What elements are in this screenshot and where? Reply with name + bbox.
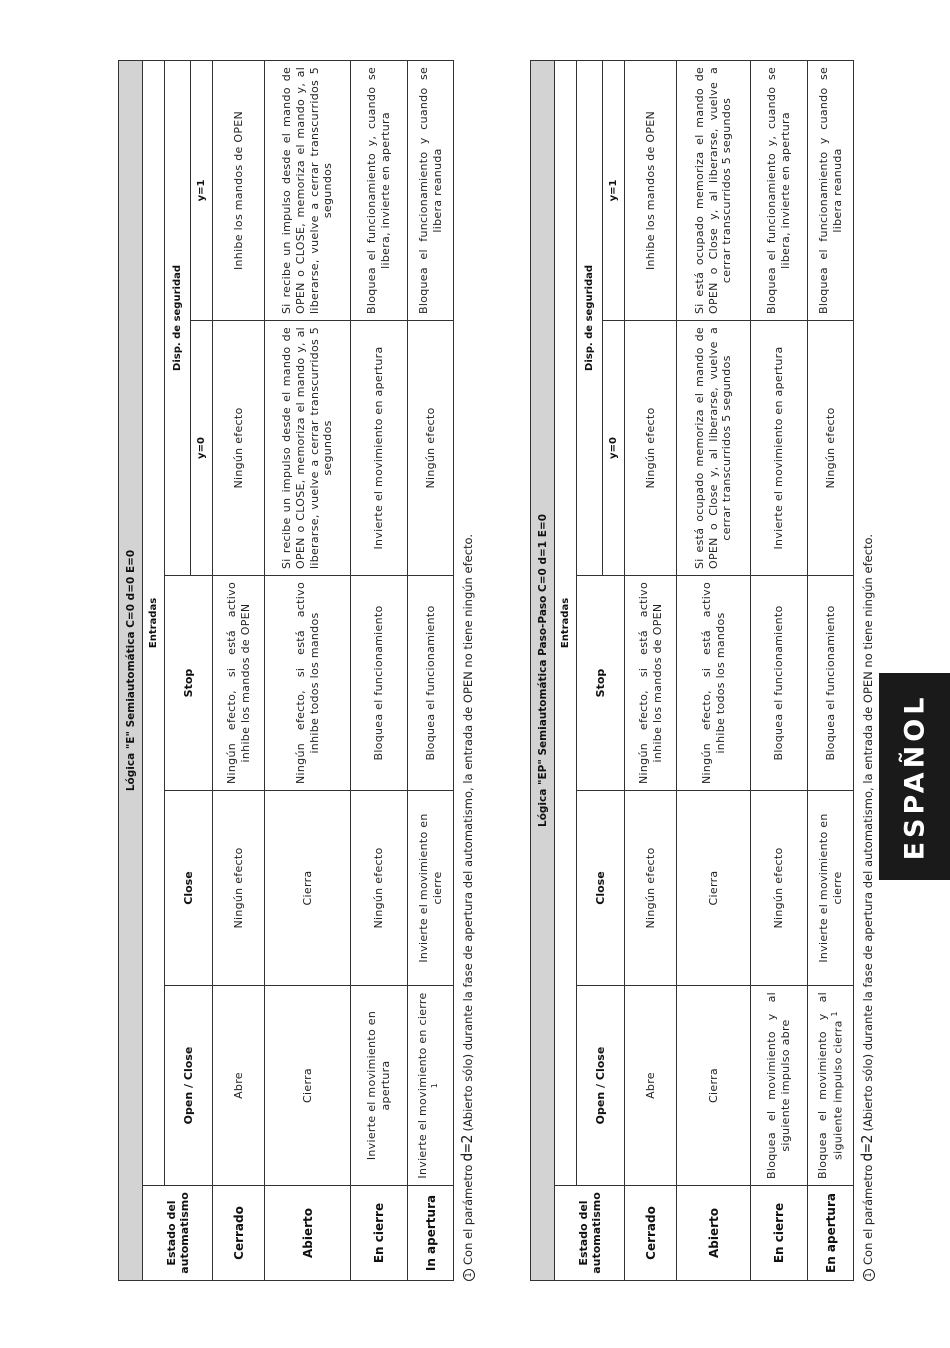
y1-cell: Si está ocupado memoriza el mando de OPEN o Close y, al liberarse, vuelve a cerrar transcurridos 5 segundos: [677, 60, 751, 320]
open-close-cell: Abre: [213, 986, 265, 1186]
y1-cell: Inhibe los mandos de OPEN: [213, 60, 265, 320]
header-entradas: Entradas: [555, 60, 577, 1185]
state-cell: Cerrado: [213, 1186, 265, 1281]
header-y1: y=1: [603, 60, 625, 320]
footnote-param: d=2: [458, 1134, 476, 1162]
footnote-param: d=2: [858, 1134, 876, 1162]
footnote: [858, 61, 876, 1281]
y0-cell: Si recibe un impulso desde el mando de OPEN o CLOSE, memoriza el mando y, al liberarse, vuelve a cerrar transcurridos 5 segundos: [265, 321, 351, 576]
footnote-number: 1: [463, 1269, 475, 1281]
footnote-prefix: Con el parámetro: [861, 1164, 875, 1265]
language-tab: [879, 673, 950, 880]
table-row: [265, 60, 351, 1280]
close-cell: Invierte el movimiento en cierre: [808, 791, 854, 986]
header-y0: y=0: [603, 321, 625, 576]
table-row: [408, 60, 454, 1280]
table-row: [808, 60, 854, 1280]
header-disp-seguridad: Disp. de seguridad: [577, 60, 603, 575]
footnote-text: (Abierto sólo) durante la fase de apertura del automatismo, la entrada de OPEN no tiene ningún efecto.: [861, 533, 875, 1132]
header-estado: Estado del automatismo: [555, 1186, 625, 1281]
logic-e-table: [118, 60, 454, 1281]
stop-cell: Bloquea el funcionamiento: [751, 576, 808, 791]
table-row: [213, 60, 265, 1280]
state-cell: Abierto: [265, 1186, 351, 1281]
close-cell: Invierte el movimiento en cierre: [408, 791, 454, 986]
header-stop: Stop: [165, 576, 213, 791]
close-cell: Ningún efecto: [213, 791, 265, 986]
header-open-close: Open / Close: [165, 986, 213, 1186]
header-disp-seguridad: Disp. de seguridad: [165, 60, 191, 575]
state-cell: Cerrado: [625, 1186, 677, 1281]
header-open-close: Open / Close: [577, 986, 625, 1186]
header-estado: Estado del automatismo: [143, 1186, 213, 1281]
open-close-cell: Invierte el movimiento en apertura: [351, 986, 408, 1186]
y1-cell: Inhibe los mandos de OPEN: [625, 60, 677, 320]
header-entradas: Entradas: [143, 60, 165, 1185]
open-close-cell: Abre: [625, 986, 677, 1186]
y1-cell: Bloquea el funcionamiento y, cuando se libera, invierte en apertura: [751, 60, 808, 320]
y0-cell: Ningún efecto: [625, 321, 677, 576]
open-close-cell: Bloquea el movimiento y al siguiente impulso abre: [751, 986, 808, 1186]
table-row: [625, 60, 677, 1280]
stop-cell: Bloquea el funcionamiento: [351, 576, 408, 791]
open-close-cell: Cierra: [677, 986, 751, 1186]
stop-cell: Ningún efecto, si está activo inhibe los mandos de OPEN: [213, 576, 265, 791]
state-cell: En cierre: [751, 1186, 808, 1281]
header-close: Close: [165, 791, 213, 986]
state-cell: Abierto: [677, 1186, 751, 1281]
y1-cell: Si recibe un impulso desde el mando de OPEN o CLOSE, memoriza el mando y, al liberarse, vuelve a cerrar transcurridos 5 segundos: [265, 60, 351, 320]
table-row: [677, 60, 751, 1280]
stop-cell: Ningún efecto, si está activo inhibe todos los mandos: [265, 576, 351, 791]
stop-cell: Ningún efecto, si está activo inhibe todos los mandos: [677, 576, 751, 791]
cell-text: Bloquea el movimiento y al siguiente impulso cierra: [815, 992, 845, 1179]
close-cell: Ningún efecto: [625, 791, 677, 986]
open-close-cell: [408, 986, 454, 1186]
y1-cell: Bloquea el funcionamiento y, cuando se libera, invierte en apertura: [351, 60, 408, 320]
close-cell: Ningún efecto: [351, 791, 408, 986]
close-cell: Cierra: [265, 791, 351, 986]
logic-ep-block: [530, 61, 880, 1281]
state-cell: In apertura: [408, 1186, 454, 1281]
footnote-marker: 1: [829, 1011, 839, 1017]
table-title: Lógica "EP" Semiautomática Paso-Paso C=0 d=1 E=0: [531, 60, 555, 1280]
y0-cell: Invierte el movimiento en apertura: [751, 321, 808, 576]
stop-cell: Bloquea el funcionamiento: [408, 576, 454, 791]
y1-cell: Bloquea el funcionamiento y cuando se libera reanuda: [408, 60, 454, 320]
state-cell: En cierre: [351, 1186, 408, 1281]
state-cell: En apertura: [808, 1186, 854, 1281]
close-cell: Ningún efecto: [751, 791, 808, 986]
logic-e-block: [118, 61, 476, 1281]
stop-cell: Ningún efecto, si está activo inhibe los mandos de OPEN: [625, 576, 677, 791]
table-row: [351, 60, 408, 1280]
footnote-marker: 1: [429, 1082, 439, 1089]
table-title: Lógica "E" Semiautomática C=0 d=0 E=0: [119, 60, 143, 1280]
y0-cell: Invierte el movimiento en apertura: [351, 321, 408, 576]
y1-cell: Bloquea el funcionamiento y cuando se libera reanuda: [808, 60, 854, 320]
open-close-cell: Cierra: [265, 986, 351, 1186]
y0-cell: Ningún efecto: [408, 321, 454, 576]
header-y0: y=0: [191, 321, 213, 576]
header-stop: Stop: [577, 576, 625, 791]
y0-cell: Si está ocupado memoriza el mando de OPEN o Close y, al liberarse, vuelve a cerrar transcurridos 5 segundos: [677, 321, 751, 576]
footnote-number: 1: [863, 1269, 875, 1281]
table-row: [751, 60, 808, 1280]
y0-cell: Ningún efecto: [213, 321, 265, 576]
close-cell: Cierra: [677, 791, 751, 986]
header-close: Close: [577, 791, 625, 986]
cell-text: Invierte el movimiento en cierre: [415, 992, 429, 1179]
footnote: [458, 61, 476, 1281]
footnote-text: (Abierto sólo) durante la fase de apertura del automatismo, la entrada de OPEN no tiene ningún efecto.: [461, 533, 475, 1132]
footnote-prefix: Con el parámetro: [461, 1164, 475, 1265]
open-close-cell: [808, 986, 854, 1186]
language-label: ESPAÑOL: [899, 693, 930, 860]
y0-cell: Ningún efecto: [808, 321, 854, 576]
stop-cell: Bloquea el funcionamiento: [808, 576, 854, 791]
header-y1: y=1: [191, 60, 213, 320]
logic-ep-table: [530, 60, 854, 1281]
